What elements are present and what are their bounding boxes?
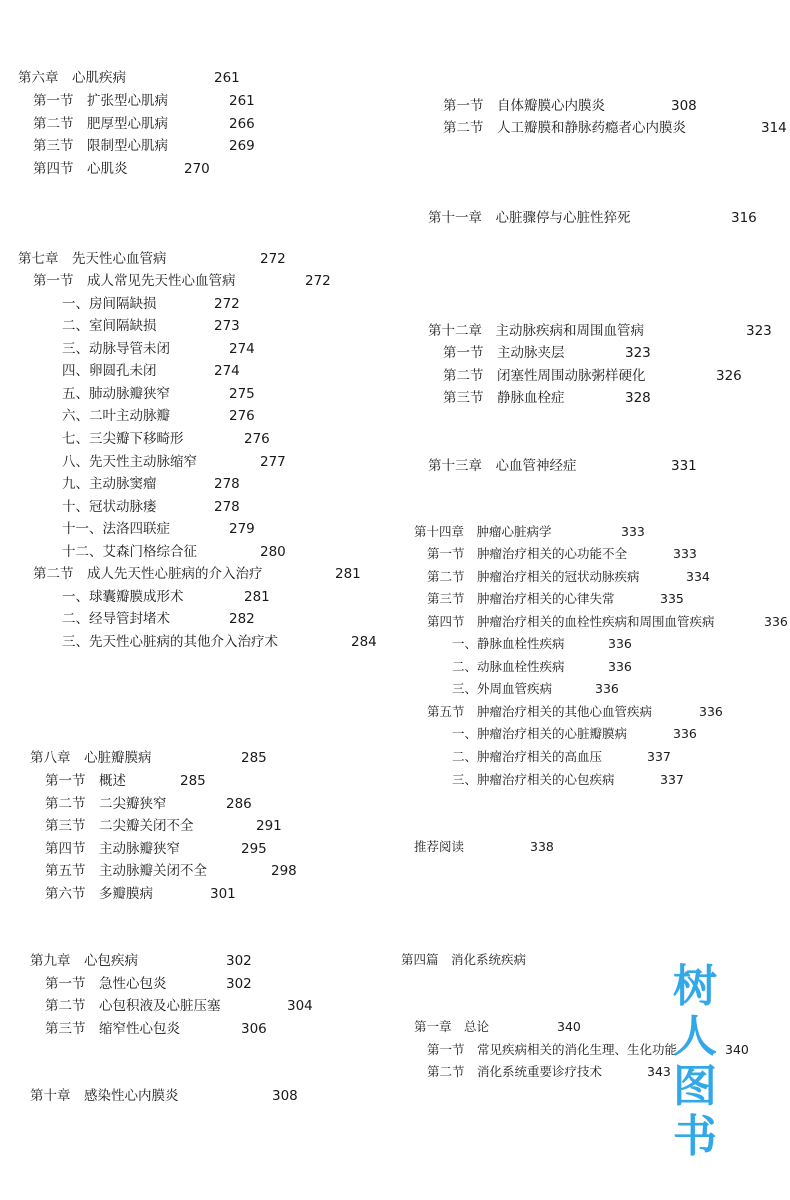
entry-title: 一、球囊瓣膜成形术 bbox=[62, 589, 184, 605]
entry-title: 第二节 二尖瓣狭窄 bbox=[45, 796, 167, 812]
entry-page: 272 bbox=[305, 273, 331, 289]
entry-page: 336 bbox=[699, 704, 723, 719]
entry-page: 272 bbox=[214, 296, 240, 312]
entry-title: 第二节 肿瘤治疗相关的冠状动脉疾病 bbox=[427, 569, 640, 584]
entry-title: 第一节 自体瓣膜心内膜炎 bbox=[443, 98, 605, 114]
entry-page: 277 bbox=[260, 454, 286, 470]
entry-title: 第二节 肥厚型心肌病 bbox=[33, 116, 168, 132]
entry-title: 三、动脉导管未闭 bbox=[62, 341, 170, 357]
entry-page: 276 bbox=[244, 431, 270, 447]
entry-title: 第六章 心肌疾病 bbox=[18, 70, 126, 86]
entry-title: 第六节 多瓣膜病 bbox=[45, 886, 153, 902]
entry-title: 第十二章 主动脉疾病和周围血管病 bbox=[428, 323, 644, 339]
entry-title: 三、先天性心脏病的其他介入治疗术 bbox=[62, 634, 278, 650]
entry-page: 340 bbox=[557, 1019, 581, 1034]
entry-title: 第五节 肿瘤治疗相关的其他心血管疾病 bbox=[427, 704, 653, 719]
entry-title: 六、二叶主动脉瓣 bbox=[62, 408, 170, 424]
entry-page: 279 bbox=[229, 521, 255, 537]
entry-title: 三、肿瘤治疗相关的心包疾病 bbox=[452, 772, 615, 787]
entry-title: 五、肺动脉瓣狭窄 bbox=[62, 386, 170, 402]
entry-page: 340 bbox=[725, 1042, 749, 1057]
entry-page: 326 bbox=[716, 368, 742, 384]
entry-page: 291 bbox=[256, 818, 282, 834]
entry-page: 304 bbox=[287, 998, 313, 1014]
entry-title: 四、卵圆孔未闭 bbox=[62, 363, 157, 379]
entry-page: 295 bbox=[241, 841, 267, 857]
entry-page: 285 bbox=[180, 773, 206, 789]
entry-page: 337 bbox=[660, 772, 684, 787]
entry-page: 281 bbox=[244, 589, 270, 605]
entry-title: 二、肿瘤治疗相关的高血压 bbox=[452, 749, 603, 764]
entry-page: 306 bbox=[241, 1021, 267, 1037]
entry-page: 328 bbox=[625, 390, 651, 406]
entry-page: 336 bbox=[608, 636, 632, 651]
entry-title: 十二、艾森门格综合征 bbox=[62, 544, 197, 560]
entry-page: 336 bbox=[595, 681, 619, 696]
entry-page: 331 bbox=[671, 458, 697, 474]
entry-page: 275 bbox=[229, 386, 255, 402]
entry-title: 第三节 肿瘤治疗相关的心律失常 bbox=[427, 591, 615, 606]
entry-page: 276 bbox=[229, 408, 255, 424]
entry-title: 第一章 总论 bbox=[414, 1019, 490, 1034]
entry-page: 278 bbox=[214, 499, 240, 515]
entry-title: 三、外周血管疾病 bbox=[452, 681, 553, 696]
entry-page: 301 bbox=[210, 886, 236, 902]
entry-title: 第二节 闭塞性周围动脉粥样硬化 bbox=[443, 368, 646, 384]
entry-page: 261 bbox=[229, 93, 255, 109]
entry-title: 第三节 限制型心肌病 bbox=[33, 138, 168, 154]
entry-page: 285 bbox=[241, 750, 267, 766]
entry-title: 第一节 扩张型心肌病 bbox=[33, 93, 168, 109]
entry-title: 第一节 成人常见先天性心血管病 bbox=[33, 273, 236, 289]
entry-page: 333 bbox=[621, 524, 645, 539]
entry-title: 第四节 心肌炎 bbox=[33, 161, 128, 177]
entry-page: 323 bbox=[746, 323, 772, 339]
entry-title: 第一节 概述 bbox=[45, 773, 126, 789]
entry-page: 282 bbox=[229, 611, 255, 627]
entry-title: 一、肿瘤治疗相关的心脏瓣膜病 bbox=[452, 726, 628, 741]
entry-page: 274 bbox=[229, 341, 255, 357]
entry-page: 343 bbox=[647, 1064, 671, 1079]
entry-title: 第四节 主动脉瓣狭窄 bbox=[45, 841, 180, 857]
entry-title: 第一节 常见疾病相关的消化生理、生化功能 bbox=[427, 1042, 678, 1057]
entry-page: 298 bbox=[271, 863, 297, 879]
entry-page: 334 bbox=[686, 569, 710, 584]
entry-page: 261 bbox=[214, 70, 240, 86]
entry-page: 302 bbox=[226, 976, 252, 992]
entry-page: 316 bbox=[731, 210, 757, 226]
entry-title: 八、先天性主动脉缩窄 bbox=[62, 454, 197, 470]
entry-title: 第一节 主动脉夹层 bbox=[443, 345, 565, 361]
watermark-char: 书 bbox=[673, 1111, 717, 1162]
entry-title: 第九章 心包疾病 bbox=[30, 953, 138, 969]
entry-page: 272 bbox=[260, 251, 286, 267]
entry-title: 第十四章 肿瘤心脏病学 bbox=[414, 524, 552, 539]
entry-title: 九、主动脉窦瘤 bbox=[62, 476, 157, 492]
entry-page: 286 bbox=[226, 796, 252, 812]
entry-title: 第二节 心包积液及心脏压塞 bbox=[45, 998, 221, 1014]
watermark bbox=[665, 962, 725, 1162]
watermark-char: 人 bbox=[673, 1011, 717, 1062]
entry-page: 308 bbox=[671, 98, 697, 114]
entry-title: 第三节 二尖瓣关闭不全 bbox=[45, 818, 194, 834]
entry-title: 第三节 缩窄性心包炎 bbox=[45, 1021, 180, 1037]
entry-title: 第十三章 心血管神经症 bbox=[428, 458, 577, 474]
entry-title: 二、经导管封堵术 bbox=[62, 611, 170, 627]
entry-title: 第二节 消化系统重要诊疗技术 bbox=[427, 1064, 603, 1079]
entry-title: 第一节 急性心包炎 bbox=[45, 976, 167, 992]
entry-title: 十一、法洛四联症 bbox=[62, 521, 170, 537]
entry-title: 第五节 主动脉瓣关闭不全 bbox=[45, 863, 207, 879]
entry-title: 七、三尖瓣下移畸形 bbox=[62, 431, 184, 447]
entry-title: 一、房间隔缺损 bbox=[62, 296, 157, 312]
entry-page: 274 bbox=[214, 363, 240, 379]
entry-page: 333 bbox=[673, 546, 697, 561]
entry-page: 308 bbox=[272, 1088, 298, 1104]
entry-title: 第七章 先天性心血管病 bbox=[18, 251, 167, 267]
entry-page: 336 bbox=[673, 726, 697, 741]
entry-title: 第八章 心脏瓣膜病 bbox=[30, 750, 152, 766]
entry-title: 第三节 静脉血栓症 bbox=[443, 390, 565, 406]
entry-page: 338 bbox=[530, 839, 554, 854]
watermark-char: 图 bbox=[673, 1061, 717, 1112]
entry-page: 323 bbox=[625, 345, 651, 361]
entry-title: 第十章 感染性心内膜炎 bbox=[30, 1088, 179, 1104]
entry-page: 270 bbox=[184, 161, 210, 177]
entry-page: 336 bbox=[608, 659, 632, 674]
entry-title: 二、室间隔缺损 bbox=[62, 318, 157, 334]
entry-page: 281 bbox=[335, 566, 361, 582]
entry-title: 第二节 成人先天性心脏病的介入治疗 bbox=[33, 566, 263, 582]
entry-page: 273 bbox=[214, 318, 240, 334]
entry-title: 一、静脉血栓性疾病 bbox=[452, 636, 565, 651]
entry-title: 二、动脉血栓性疾病 bbox=[452, 659, 565, 674]
entry-page: 266 bbox=[229, 116, 255, 132]
entry-page: 335 bbox=[660, 591, 684, 606]
entry-title: 推荐阅读 bbox=[414, 839, 465, 854]
entry-title: 第四节 肿瘤治疗相关的血栓性疾病和周围血管疾病 bbox=[427, 614, 715, 629]
entry-title: 十、冠状动脉瘘 bbox=[62, 499, 157, 515]
entry-title: 第一节 肿瘤治疗相关的心功能不全 bbox=[427, 546, 628, 561]
entry-page: 336 bbox=[764, 614, 788, 629]
entry-page: 337 bbox=[647, 749, 671, 764]
entry-title: 第四篇 消化系统疾病 bbox=[401, 952, 527, 967]
entry-page: 302 bbox=[226, 953, 252, 969]
entry-title: 第二节 人工瓣膜和静脉药瘾者心内膜炎 bbox=[443, 120, 686, 136]
entry-page: 278 bbox=[214, 476, 240, 492]
entry-page: 314 bbox=[761, 120, 787, 136]
entry-title: 第十一章 心脏骤停与心脏性猝死 bbox=[428, 210, 631, 226]
entry-page: 269 bbox=[229, 138, 255, 154]
watermark-char: 树 bbox=[673, 961, 717, 1012]
entry-page: 284 bbox=[351, 634, 377, 650]
entry-page: 280 bbox=[260, 544, 286, 560]
